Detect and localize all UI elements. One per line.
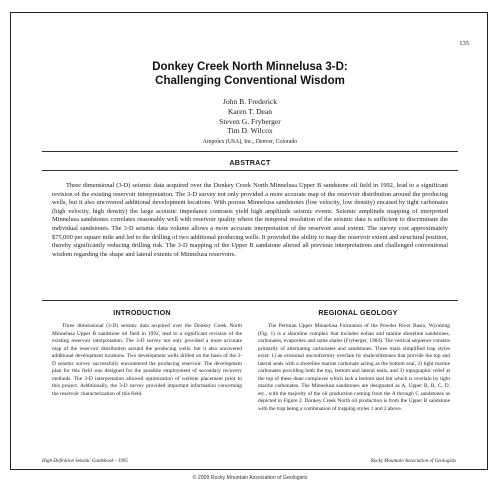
footer-publisher: Rocky Mountain Association of Geologists: [370, 459, 456, 464]
title-line-1: Donkey Creek North Minnelusa 3-D:: [152, 61, 348, 73]
abstract-body: Three dimensional (3-D) seismic data acquired over the Donkey Creek North Minnelusa Upper B sandstone oil field in 1992, lead to a significant revision of the existing reservoir interpretation. The 3-D survey not only provided a more accurate map of the reservoir distribution around the producing wells, but it also uncovered additional development locations. With porous Minnelusa sandstones (low velocity, low density) encased by tight carbonates (high velocity, high density) the large acoustic impedance contrasts yield high amplitude seismic events. Seismic amplitude mapping of interpreted Minnelusa sandstones correlates reasonably well with reservoir quality where the temporal resolution of the seismic data is sufficient to discriminate the individual sandstones. The 3-D seismic data volume allows a more accurate interpretation of the reservoir areal extent. The survey cost approximately $75,000 per square mile and led to the drilling of two additional producing wells. It provided the ability to map the reservoir extent and structural position, thereby significantly reducing drilling risk. The 3-D mapping of the Upper B sandstone altered all previous interpretations and challenged conventional wisdom regarding the shape and lateral extents of Minnelusa reservoirs.: [52, 182, 448, 258]
affiliation: Ampolex (USA), Inc., Denver, Colorado: [202, 139, 298, 145]
title-line-2: Challenging Conventional Wisdom: [155, 75, 345, 87]
author: Steven G. Fryberger: [219, 116, 281, 126]
regional-geology-heading: REGIONAL GEOLOGY: [318, 308, 398, 317]
author: Tim D. Wilcox: [227, 126, 273, 136]
author-list: [0, 97, 500, 136]
paper-title: [0, 60, 500, 88]
divider-rule: [42, 170, 458, 171]
author: Karen T. Dean: [227, 106, 273, 116]
introduction-body: Three dimensional (3-D) seismic data acquired over the Donkey Creek North Minnelusa Upper B sandstone oil field in 1992, lead to a significant revision of the existing reservoir interpretation. The 3-D survey not only provided a more accurate map of the reservoir distribution around the producing wells, but it also uncovered additional development locations. Two development wells drilled on the basis of the 3-D seismic survey successfully encountered the producing reservoir. The development plan for this field was designed for the possible employment of secondary recovery methods. The 3-D interpretation allowed optimization of wellsite placement prior to this project. Additionally, the 3-D survey provided important information concerning the reservoir characterization of this field.: [52, 323, 242, 397]
divider-rule: [42, 300, 458, 301]
page-number: 135: [459, 40, 469, 47]
copyright-notice: © 2009 Rocky Mountain Association of Geologists: [192, 475, 308, 481]
introduction-heading: INTRODUCTION: [113, 308, 171, 317]
abstract-heading: ABSTRACT: [229, 158, 271, 167]
author: John B. Frederick: [222, 97, 278, 106]
divider-rule: [42, 151, 458, 152]
footer-guidebook: High-Definition Seismic Guidebook - 1995: [42, 459, 128, 464]
regional-geology-body: The Permian Upper Minnelusa Formation of the Powder River Basin, Wyoming (Fig. 1) is a shoreline complex that includes eolian and marine shoreline sandstones, carbonates, evaporites and some shales (Fryberger, 1984). The vertical sequence consists primarily of alternating carbonates and sandstones. Three main simplified trap styles exist: 1) an erosional unconformity overlain by shale/siltstones that provide the top and lateral seals with a shoreline marine carbonate acting as the bottom seal, 2) tight marine carbonates providing both the top, bottom and lateral seals, and 3) topographic relief at the top of these dune complexes which lack a bottom seal but which is overlain by tight marine carbonates. The Minnelusa sandstones are designated as A, Upper B, B, C, D, etc., with the majority of the oil production coming from the A through C sandstones as depicted in Figure 2. Donkey Creek North oil production is from the Upper B sandstone with the trap being a combination of trapping styles 1 and 2 above.: [258, 323, 450, 412]
